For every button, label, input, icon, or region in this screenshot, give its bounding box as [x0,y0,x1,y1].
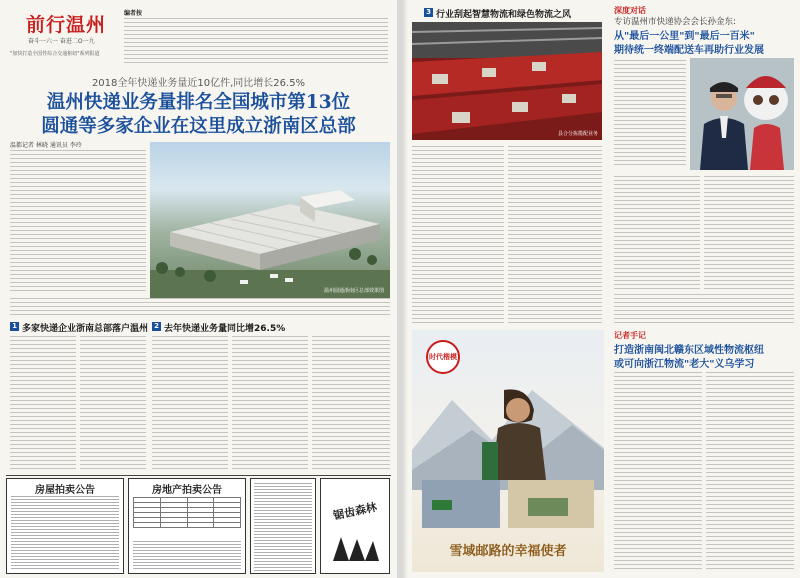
page-fold-shadow [402,0,408,578]
poster-badge [426,340,460,374]
notice-ad [250,478,316,574]
body-column-4 [232,336,308,470]
house-auction-ad [6,478,124,574]
body-column-1 [10,336,76,470]
section-2-number: 2 [152,322,161,331]
masthead-subtitle: 奋斗一六一 奋进二O一九 [28,38,95,45]
interview-headline-line1: 从"最后一公里"到"最后一百米" [614,31,755,42]
house-auction-ad-text [11,496,119,571]
interview-column-1 [614,176,700,290]
left-newspaper-page [0,0,397,578]
editor-note-text [124,18,388,64]
postscript-column-1 [614,372,702,572]
body-column-2 [80,336,146,470]
interview-column-3 [614,294,794,324]
interview-headline-line2: 期待统一终端配送车再助行业发展 [614,45,764,56]
section-3-number: 3 [424,8,433,17]
portrait-illustration [690,58,794,170]
poster-badge-text: 时代楷模 [429,353,457,361]
notice-ad-text [254,483,312,571]
masthead-logo: 前行温州 [26,14,107,36]
auction-table [133,497,241,528]
byline: 温都记者 林晓 通讯员 李玲 [10,142,82,149]
section-3-column-2 [508,146,602,324]
headline-line1: 温州快递业务量排名全国城市第13位 [46,92,351,113]
real-estate-auction-ad-text [133,541,241,571]
photo-caption: 温州圆通浙南区总部效果图 [323,288,384,294]
warehouse-rendering-photo [150,142,390,298]
real-estate-auction-ad-title: 房地产拍卖公告 [152,485,222,496]
masthead [6,6,118,68]
postal-poster [412,330,604,572]
section-1-number: 1 [10,322,19,331]
interview-deck: 专访温州市快递协会会长孙金东: [614,17,736,27]
warehouse-building-illustration [150,142,390,298]
headline-line2: 圆通等多家企业在这里成立浙南区总部 [41,116,356,137]
postscript-headline-line2: 或可向浙江物流"老大"义乌学习 [614,359,755,370]
interview-intro-text [614,60,686,168]
body-column-5 [312,336,390,470]
sorting-center-photo [412,22,602,140]
section-1-title: 多家快递企业浙南总部落户温州 [22,324,149,334]
section-3-column-1 [412,146,504,324]
interviewee-portrait [690,58,794,170]
brand-ad [320,478,390,574]
kicker: 2018全年快递业务量近10亿件,同比增长26.5% [91,78,306,89]
editor-note-label: 编者按 [124,10,143,17]
section-2-title: 去年快递业务量同比增26.5% [164,324,286,334]
masthead-slogan: "加快打造全国性综合交通枢纽"系列报道 [10,51,100,57]
body-column-3 [152,336,228,470]
conveyor-illustration [412,22,602,140]
ad-divider [6,475,391,476]
interview-tag: 深度对话 [614,6,646,15]
real-estate-auction-ad [128,478,246,574]
brand-logo-graphic [331,531,381,565]
intro-text [10,150,146,292]
house-auction-ad-title: 房屋拍卖公告 [35,485,95,496]
interview-column-2 [704,176,794,290]
postscript-tag: 记者手记 [614,331,646,340]
postscript-headline-line1: 打造浙南闽北赣东区域性物流枢纽 [614,345,764,356]
brand-ad-title: 锯齿森林 [332,500,378,523]
right-newspaper-page [402,0,800,578]
section-3-title: 行业刮起智慧物流和绿色物流之风 [436,10,572,20]
body-text-band [10,298,390,318]
poster-title: 雪域邮路的幸福使者 [449,544,567,559]
photo-credit: 县合分拣揽配业务 [557,131,598,137]
postscript-column-2 [706,372,794,572]
